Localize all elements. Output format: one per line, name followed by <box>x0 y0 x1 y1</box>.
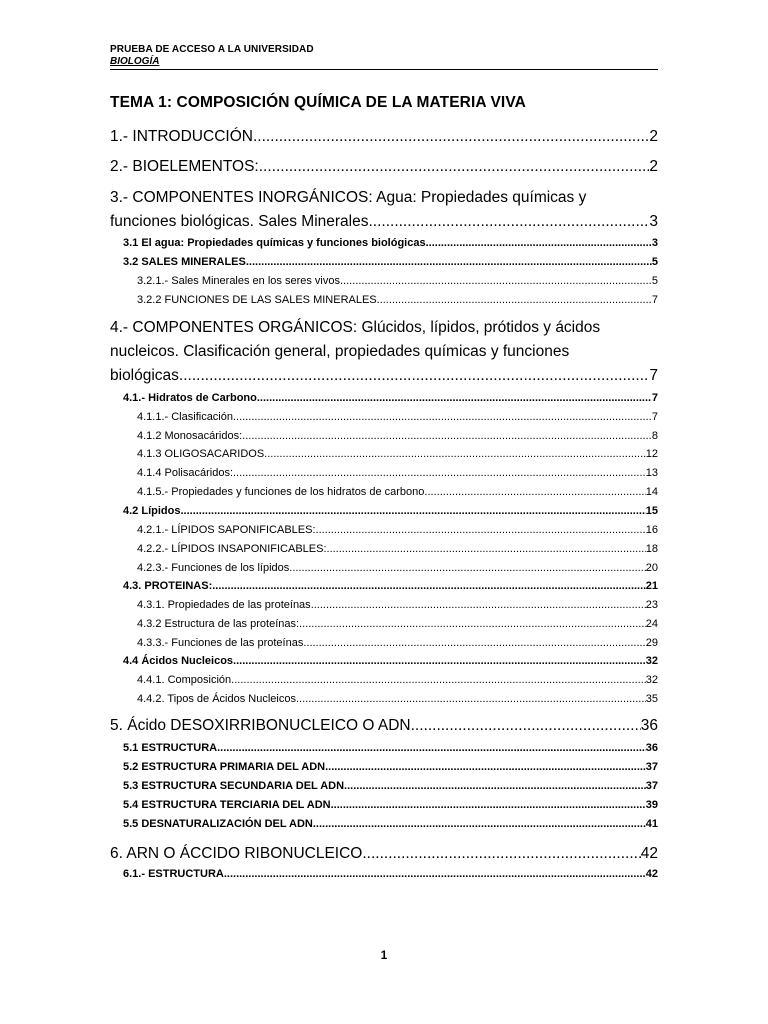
toc-entry-label-line: 3.- COMPONENTES INORGÁNICOS: Agua: Propiedades químicas y <box>110 189 587 206</box>
toc-page-number: 20 <box>645 562 658 574</box>
toc-entry-label: 5.4 ESTRUCTURA TERCIARIA DEL ADN <box>123 799 331 811</box>
toc-entry-label: 5.5 DESNATURALIZACIÓN DEL ADN <box>123 818 313 830</box>
toc-leader-dots <box>253 125 649 149</box>
toc-page-number: 7 <box>651 294 658 306</box>
toc-page-number: 21 <box>645 580 658 592</box>
page-number-footer: 1 <box>380 948 388 962</box>
toc-entry-label-line: 4.- COMPONENTES ORGÁNICOS: Glúcidos, lípidos, prótidos y ácidos <box>110 319 601 336</box>
toc-entry-4-4-2[interactable] <box>137 691 658 707</box>
toc-entry-label: 4.1.2 Monosacáridos: <box>137 430 243 442</box>
toc-entry-label: 6.1.- ESTRUCTURA <box>123 868 224 880</box>
toc-entry-4-2-3[interactable] <box>137 560 658 576</box>
toc-leader-dots <box>224 866 646 882</box>
toc-page-number: 29 <box>645 637 658 649</box>
toc-entry-4-3-3[interactable] <box>137 635 658 651</box>
toc-leader-dots <box>217 740 646 756</box>
toc-leader-dots <box>303 635 645 651</box>
toc-entry-3-2-2[interactable] <box>137 292 658 308</box>
toc-leader-dots <box>411 714 641 738</box>
toc-entry-label: 4.1.1.- Clasificación <box>137 411 233 423</box>
toc-entry-label: 1.- INTRODUCCIÓN <box>110 128 253 145</box>
toc-leader-dots <box>289 560 645 576</box>
toc-entry-3-1[interactable] <box>123 235 658 251</box>
toc-entry-label: 4.2 Lípidos <box>123 505 181 517</box>
toc-leader-dots <box>426 235 652 251</box>
toc-leader-dots <box>233 409 652 425</box>
toc-entry-label: 4.1.- Hidratos de Carbono <box>123 392 257 404</box>
toc-entry-label-line: funciones biológicas. Sales Minerales <box>110 213 369 230</box>
toc-page-number: 18 <box>645 543 658 555</box>
toc-leader-dots <box>180 503 645 519</box>
toc-page-number: 24 <box>645 618 658 630</box>
toc-leader-dots <box>233 465 646 481</box>
toc-entry-1[interactable] <box>110 125 658 149</box>
toc-entry-label: 3.2.1.- Sales Minerales en los seres vivos. <box>137 275 344 287</box>
toc-page-number: 7 <box>649 367 658 384</box>
toc-page-number: 7 <box>651 411 658 423</box>
toc-page-number: 8 <box>651 430 658 442</box>
toc-page-number: 36 <box>645 742 658 754</box>
toc-page-number: 12 <box>645 448 658 460</box>
toc-entry-label: 4.3.2 Estructura de las proteínas: <box>137 618 300 630</box>
toc-leader-dots <box>343 273 652 289</box>
toc-entry-4-1-1[interactable] <box>137 409 658 425</box>
toc-entry-5[interactable] <box>110 714 658 738</box>
toc-page-number: 35 <box>645 693 658 705</box>
toc-entry-label: 3.2.2 FUNCIONES DE LAS SALES MINERALES <box>137 294 377 306</box>
toc-entry-label: 2.- BIOELEMENTOS: <box>110 158 259 175</box>
toc-page-number: 14 <box>645 486 658 498</box>
toc-page-number: 7 <box>651 392 658 404</box>
toc-leader-dots <box>327 541 646 557</box>
toc-page-number: 5 <box>651 275 658 287</box>
toc-entry-4-1-3[interactable] <box>137 446 658 462</box>
toc-entry-label: 4.3. PROTEINAS: <box>123 580 213 592</box>
toc-leader-dots <box>362 842 640 866</box>
toc-entry-3-2-1[interactable] <box>137 273 658 289</box>
toc-entry-label: 4.1.4 Polisacáridos: <box>137 467 233 479</box>
toc-page-number: 5 <box>651 256 658 268</box>
toc-entry-4-3-2[interactable] <box>137 616 658 632</box>
toc-page-number: 42 <box>640 845 658 862</box>
toc-entry-4-3-1[interactable] <box>137 597 658 613</box>
toc-entry-5-2[interactable] <box>123 759 658 775</box>
toc-page-number: 37 <box>645 761 658 773</box>
toc-entry-4-2-1[interactable] <box>137 522 658 538</box>
toc-page-number: 13 <box>645 467 658 479</box>
toc-entry-label: 4.4.2. Tipos de Ácidos Nucleicos <box>137 693 296 705</box>
toc-leader-dots <box>313 816 646 832</box>
toc-page-number: 42 <box>645 868 658 880</box>
toc-entry-2[interactable] <box>110 155 658 179</box>
toc-entry-label: 4.4.1. Composición <box>137 674 232 686</box>
toc-entry-5-3[interactable] <box>123 778 658 794</box>
toc-leader-dots <box>424 484 645 500</box>
toc-leader-dots <box>257 390 652 406</box>
toc-entry-4-4[interactable] <box>123 653 658 669</box>
toc-leader-dots <box>242 428 652 444</box>
header-exam-title: PRUEBA DE ACCESO A LA UNIVERSIDAD <box>110 44 314 55</box>
toc-entry-4-1-4[interactable] <box>137 465 658 481</box>
toc-leader-dots <box>377 292 652 308</box>
toc-entry-label: 6. ARN O ÁCCIDO RIBONUCLEICO <box>110 845 363 862</box>
toc-leader-dots <box>316 522 646 538</box>
toc-entry-4-2[interactable] <box>123 503 658 519</box>
toc-entry-4[interactable] <box>110 316 658 388</box>
toc-leader-dots <box>344 778 646 794</box>
document-title: TEMA 1: COMPOSICIÓN QUÍMICA DE LA MATERIA VIVA <box>110 94 526 111</box>
toc-leader-dots <box>233 653 646 669</box>
toc-entry-5-1[interactable] <box>123 740 658 756</box>
toc-entry-4-1[interactable] <box>123 390 658 406</box>
toc-entry-label: 3.2 SALES MINERALES <box>123 256 246 268</box>
toc-page-number: 15 <box>645 505 658 517</box>
toc-leader-dots <box>246 254 652 270</box>
toc-leader-dots <box>212 578 646 594</box>
toc-entry-5-4[interactable] <box>123 797 658 813</box>
toc-entry-label: 4.3.3.- Funciones de las proteínas <box>137 637 304 649</box>
toc-page-number: 16 <box>645 524 658 536</box>
toc-leader-dots <box>264 446 646 462</box>
toc-entry-label: 4.2.3.- Funciones de los lípidos <box>137 562 290 574</box>
toc-leader-dots <box>231 672 646 688</box>
toc-page-number: 3 <box>649 213 658 230</box>
toc-entry-label: 5.1 ESTRUCTURA <box>123 742 218 754</box>
toc-page-number: 2 <box>649 158 658 175</box>
header-subject: BIOLOGÍA <box>110 56 160 67</box>
toc-page-number: 39 <box>645 799 658 811</box>
toc-page-number: 36 <box>640 717 658 734</box>
toc-entry-label: 5. Ácido DESOXIRRIBONUCLEICO O ADN <box>110 717 411 734</box>
toc-entry-4-2-2[interactable] <box>137 541 658 557</box>
toc-page-number: 32 <box>645 674 658 686</box>
toc-leader-dots <box>368 210 649 234</box>
toc-leader-dots <box>331 797 646 813</box>
toc-page-number: 3 <box>651 237 658 249</box>
toc-leader-dots <box>299 616 646 632</box>
toc-entry-label: 4.1.5.- Propiedades y funciones de los hidratos de carbono <box>137 486 425 498</box>
toc-entry-6-1[interactable] <box>123 866 658 882</box>
toc-entry-label-line: biológicas. <box>110 367 184 384</box>
toc-entry-4-3[interactable] <box>123 578 658 594</box>
toc-entry-3[interactable] <box>110 186 658 234</box>
toc-entry-label: 3.1 El agua: Propiedades químicas y funciones biológicas <box>123 237 426 249</box>
toc-page-number: 23 <box>645 599 658 611</box>
toc-entry-5-5[interactable] <box>123 816 658 832</box>
toc-entry-label: 5.2 ESTRUCTURA PRIMARIA DEL ADN <box>123 761 326 773</box>
toc-entry-label: 5.3 ESTRUCTURA SECUNDARIA DEL ADN <box>123 780 345 792</box>
toc-entry-3-2[interactable] <box>123 254 658 270</box>
toc-entry-label: 4.4 Ácidos Nucleicos <box>123 655 234 667</box>
toc-page-number: 41 <box>645 818 658 830</box>
toc-entry-label-line: nucleicos. Clasificación general, propiedades químicas y funciones <box>110 343 570 360</box>
toc-entry-label: 4.1.3 OLIGOSACARIDOS <box>137 448 265 460</box>
toc-entry-4-4-1[interactable] <box>137 672 658 688</box>
page-header <box>110 44 658 70</box>
toc-leader-dots <box>311 597 646 613</box>
toc-entry-4-1-2[interactable] <box>137 428 658 444</box>
toc-page-number: 32 <box>645 655 658 667</box>
toc-entry-label: 4.3.1. Propiedades de las proteínas <box>137 599 311 611</box>
toc-page-number: 37 <box>645 780 658 792</box>
toc-entry-4-1-5[interactable] <box>137 484 658 500</box>
toc-entry-label: 4.2.2.- LÍPIDOS INSAPONIFICABLES: <box>137 543 327 555</box>
toc-entry-6[interactable] <box>110 842 658 866</box>
toc-leader-dots <box>296 691 646 707</box>
toc-entry-label: 4.2.1.- LÍPIDOS SAPONIFICABLES: <box>137 524 316 536</box>
toc-leader-dots <box>325 759 646 775</box>
toc-leader-dots <box>259 155 650 179</box>
toc-page-number: 2 <box>649 128 658 145</box>
toc-leader-dots <box>183 364 649 388</box>
